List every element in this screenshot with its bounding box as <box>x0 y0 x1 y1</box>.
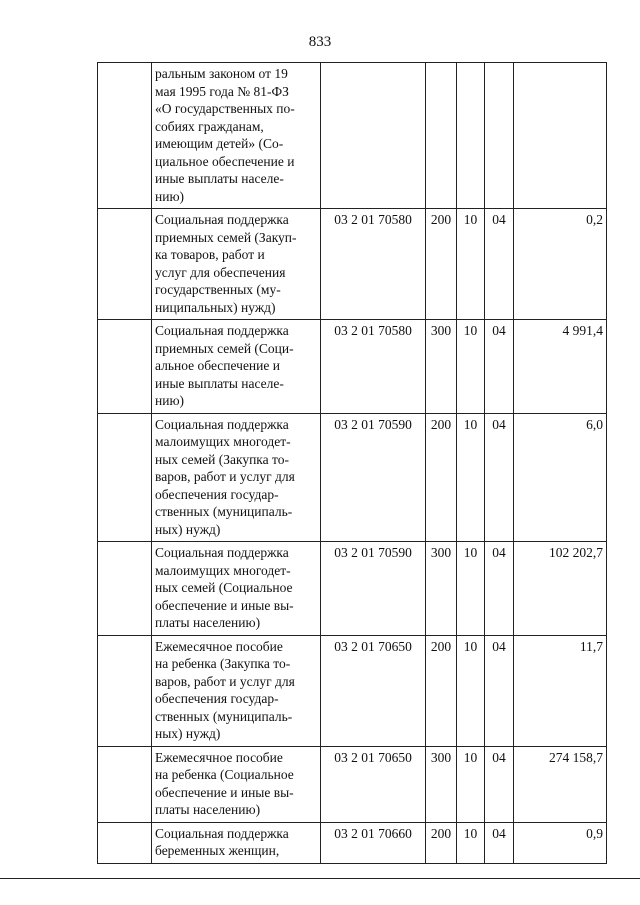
subsection-cell: 04 <box>485 635 514 746</box>
amount-cell: 0,2 <box>514 209 607 320</box>
expense-type-cell: 200 <box>426 209 457 320</box>
target-code-cell: 03 2 01 70650 <box>321 635 426 746</box>
amount-cell: 0,9 <box>514 822 607 863</box>
section-cell: 10 <box>457 542 485 636</box>
page-number: 833 <box>308 34 332 50</box>
blank-cell <box>98 542 152 636</box>
blank-cell <box>98 635 152 746</box>
table-row <box>98 746 607 822</box>
item-name-cell <box>152 413 321 542</box>
table-row <box>98 413 607 542</box>
target-code-cell: 03 2 01 70580 <box>321 320 426 414</box>
item-name: Социальная поддержка беременных женщин, <box>155 825 289 858</box>
expense-type-cell: 200 <box>426 822 457 863</box>
table-row <box>98 635 607 746</box>
expense-type-cell: 200 <box>426 635 457 746</box>
amount-cell <box>514 63 607 209</box>
item-name: Социальная поддержка малоимущих многодет- ных семей (Социальное обеспечение и иные вы- платы населению) <box>155 545 294 630</box>
item-name-cell <box>152 209 321 320</box>
table-row <box>98 320 607 414</box>
item-name: Социальная поддержка малоимущих многодет- ных семей (Закупка то- варов, работ и услуг для обеспечения государ- ственных (муниципаль- ных) нужд) <box>155 416 295 537</box>
section-cell: 10 <box>457 209 485 320</box>
item-name-cell <box>152 63 321 209</box>
subsection-cell: 04 <box>485 542 514 636</box>
item-name: Социальная поддержка приемных семей (Закуп- ка товаров, работ и услуг для обеспечения государственных (му- ниципальных) нужд) <box>155 212 297 315</box>
item-name: Ежемесячное пособие на ребенка (Закупка то- варов, работ и услуг для обеспечения государ- ственных (муниципаль- ных) нужд) <box>155 638 295 741</box>
item-name-cell <box>152 635 321 746</box>
amount-cell: 11,7 <box>514 635 607 746</box>
item-name-cell <box>152 320 321 414</box>
item-name-cell <box>152 542 321 636</box>
table-row <box>98 209 607 320</box>
item-name: Ежемесячное пособие на ребенка (Социальное обеспечение и иные вы- платы населению) <box>155 749 294 817</box>
subsection-cell: 04 <box>485 209 514 320</box>
section-cell: 10 <box>457 822 485 863</box>
item-name: ральным законом от 19 мая 1995 года № 81-ФЗ «О государственных по- собиях гражданам, имеющим детей» (Со- циальное обеспечение и иные выплаты населе- нию) <box>155 66 295 204</box>
budget-table <box>97 62 607 864</box>
target-code-cell: 03 2 01 70660 <box>321 822 426 863</box>
subsection-cell: 04 <box>485 822 514 863</box>
expense-type-cell: 300 <box>426 320 457 414</box>
blank-cell <box>98 63 152 209</box>
target-code-cell: 03 2 01 70590 <box>321 542 426 636</box>
blank-cell <box>98 209 152 320</box>
blank-cell <box>98 746 152 822</box>
expense-type-cell <box>426 63 457 209</box>
target-code-cell: 03 2 01 70650 <box>321 746 426 822</box>
item-name: Социальная поддержка приемных семей (Соци- альное обеспечение и иные выплаты населе- нию) <box>155 323 294 408</box>
subsection-cell: 04 <box>485 746 514 822</box>
budget-table-body <box>98 63 607 864</box>
amount-cell: 274 158,7 <box>514 746 607 822</box>
target-code-cell <box>321 63 426 209</box>
item-name-cell <box>152 746 321 822</box>
target-code-cell: 03 2 01 70580 <box>321 209 426 320</box>
amount-cell: 4 991,4 <box>514 320 607 414</box>
section-cell: 10 <box>457 746 485 822</box>
subsection-cell: 04 <box>485 413 514 542</box>
section-cell <box>457 63 485 209</box>
expense-type-cell: 300 <box>426 542 457 636</box>
blank-cell <box>98 822 152 863</box>
table-row <box>98 822 607 863</box>
subsection-cell: 04 <box>485 320 514 414</box>
table-row <box>98 542 607 636</box>
subsection-cell <box>485 63 514 209</box>
section-cell: 10 <box>457 413 485 542</box>
target-code-cell: 03 2 01 70590 <box>321 413 426 542</box>
section-cell: 10 <box>457 635 485 746</box>
blank-cell <box>98 413 152 542</box>
table-row <box>98 63 607 209</box>
section-cell: 10 <box>457 320 485 414</box>
expense-type-cell: 300 <box>426 746 457 822</box>
item-name-cell <box>152 822 321 863</box>
footer-rule <box>0 878 640 879</box>
amount-cell: 6,0 <box>514 413 607 542</box>
expense-type-cell: 200 <box>426 413 457 542</box>
amount-cell: 102 202,7 <box>514 542 607 636</box>
blank-cell <box>98 320 152 414</box>
